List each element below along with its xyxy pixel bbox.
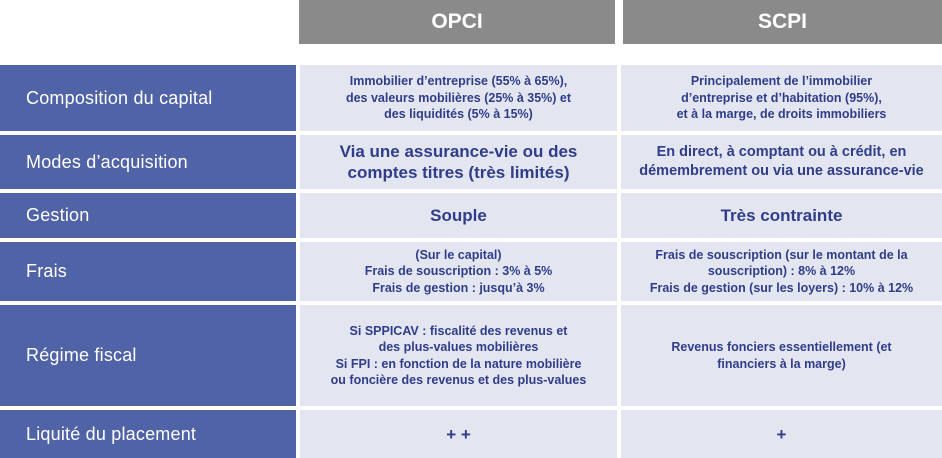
cell-scpi-text: Principalement de l’immobilier d’entreprise et d’habitation (95%), et à la marge, de droits immobiliers [676,74,887,122]
cell-opci [300,410,617,458]
row-frais [0,242,942,301]
header-opci-label: OPCI [431,10,483,33]
cell-scpi [621,135,942,189]
header-opci [299,0,615,44]
cell-scpi-text: Revenus fonciers essentiellement (et financiers à la marge) [671,340,892,371]
cell-opci-text: Si SPPICAV : fiscalité des revenus et des plus-values mobilières Si FPI : en fonction de la nature mobilière ou foncière des revenus et des plus-values [330,323,587,387]
row-liquidite-du-placement [0,410,942,458]
row-gestion [0,193,942,238]
row-modes-d-acquisition [0,135,942,189]
cell-opci [300,135,617,189]
cell-opci [300,65,617,131]
row-label: Liquité du placement [0,410,296,458]
cell-scpi [621,193,942,238]
cell-scpi-text: En direct, à comptant ou à crédit, en démembrement ou via une assurance-vie [639,144,924,179]
cell-opci-text: (Sur le capital) Frais de souscription : 3% à 5% Frais de gestion : jusqu’à 3% [364,247,553,295]
cell-opci [300,193,617,238]
row-composition-du-capital [0,65,942,131]
row-label: Frais [0,242,296,301]
cell-scpi-text: + [776,424,787,444]
cell-scpi [621,65,942,131]
cell-scpi [621,242,942,301]
cell-opci-text: Immobilier d’entreprise (55% à 65%), des valeurs mobilières (25% à 35%) et des liquidités (5% à 15%) [345,74,572,122]
cell-opci-text: Souple [430,206,487,225]
row-label: Composition du capital [0,65,296,131]
cell-scpi-text: Frais de souscription (sur le montant de la souscription) : 8% à 12% Frais de gestion (sur les loyers) : 10% à 12% [649,247,914,295]
row-label: Gestion [0,193,296,238]
header-scpi [623,0,942,44]
cell-opci [300,305,617,406]
cell-scpi [621,410,942,458]
row-regime-fiscal [0,305,942,406]
row-label: Régime fiscal [0,305,296,406]
header-scpi-label: SCPI [757,10,807,33]
row-label: Modes d’acquisition [0,135,296,189]
cell-opci [300,242,617,301]
cell-scpi-text: Très contrainte [720,206,843,225]
cell-scpi [621,305,942,406]
cell-opci-text: Via une assurance-vie ou des comptes titres (très limités) [339,142,578,182]
cell-opci-text: + + [446,424,471,444]
